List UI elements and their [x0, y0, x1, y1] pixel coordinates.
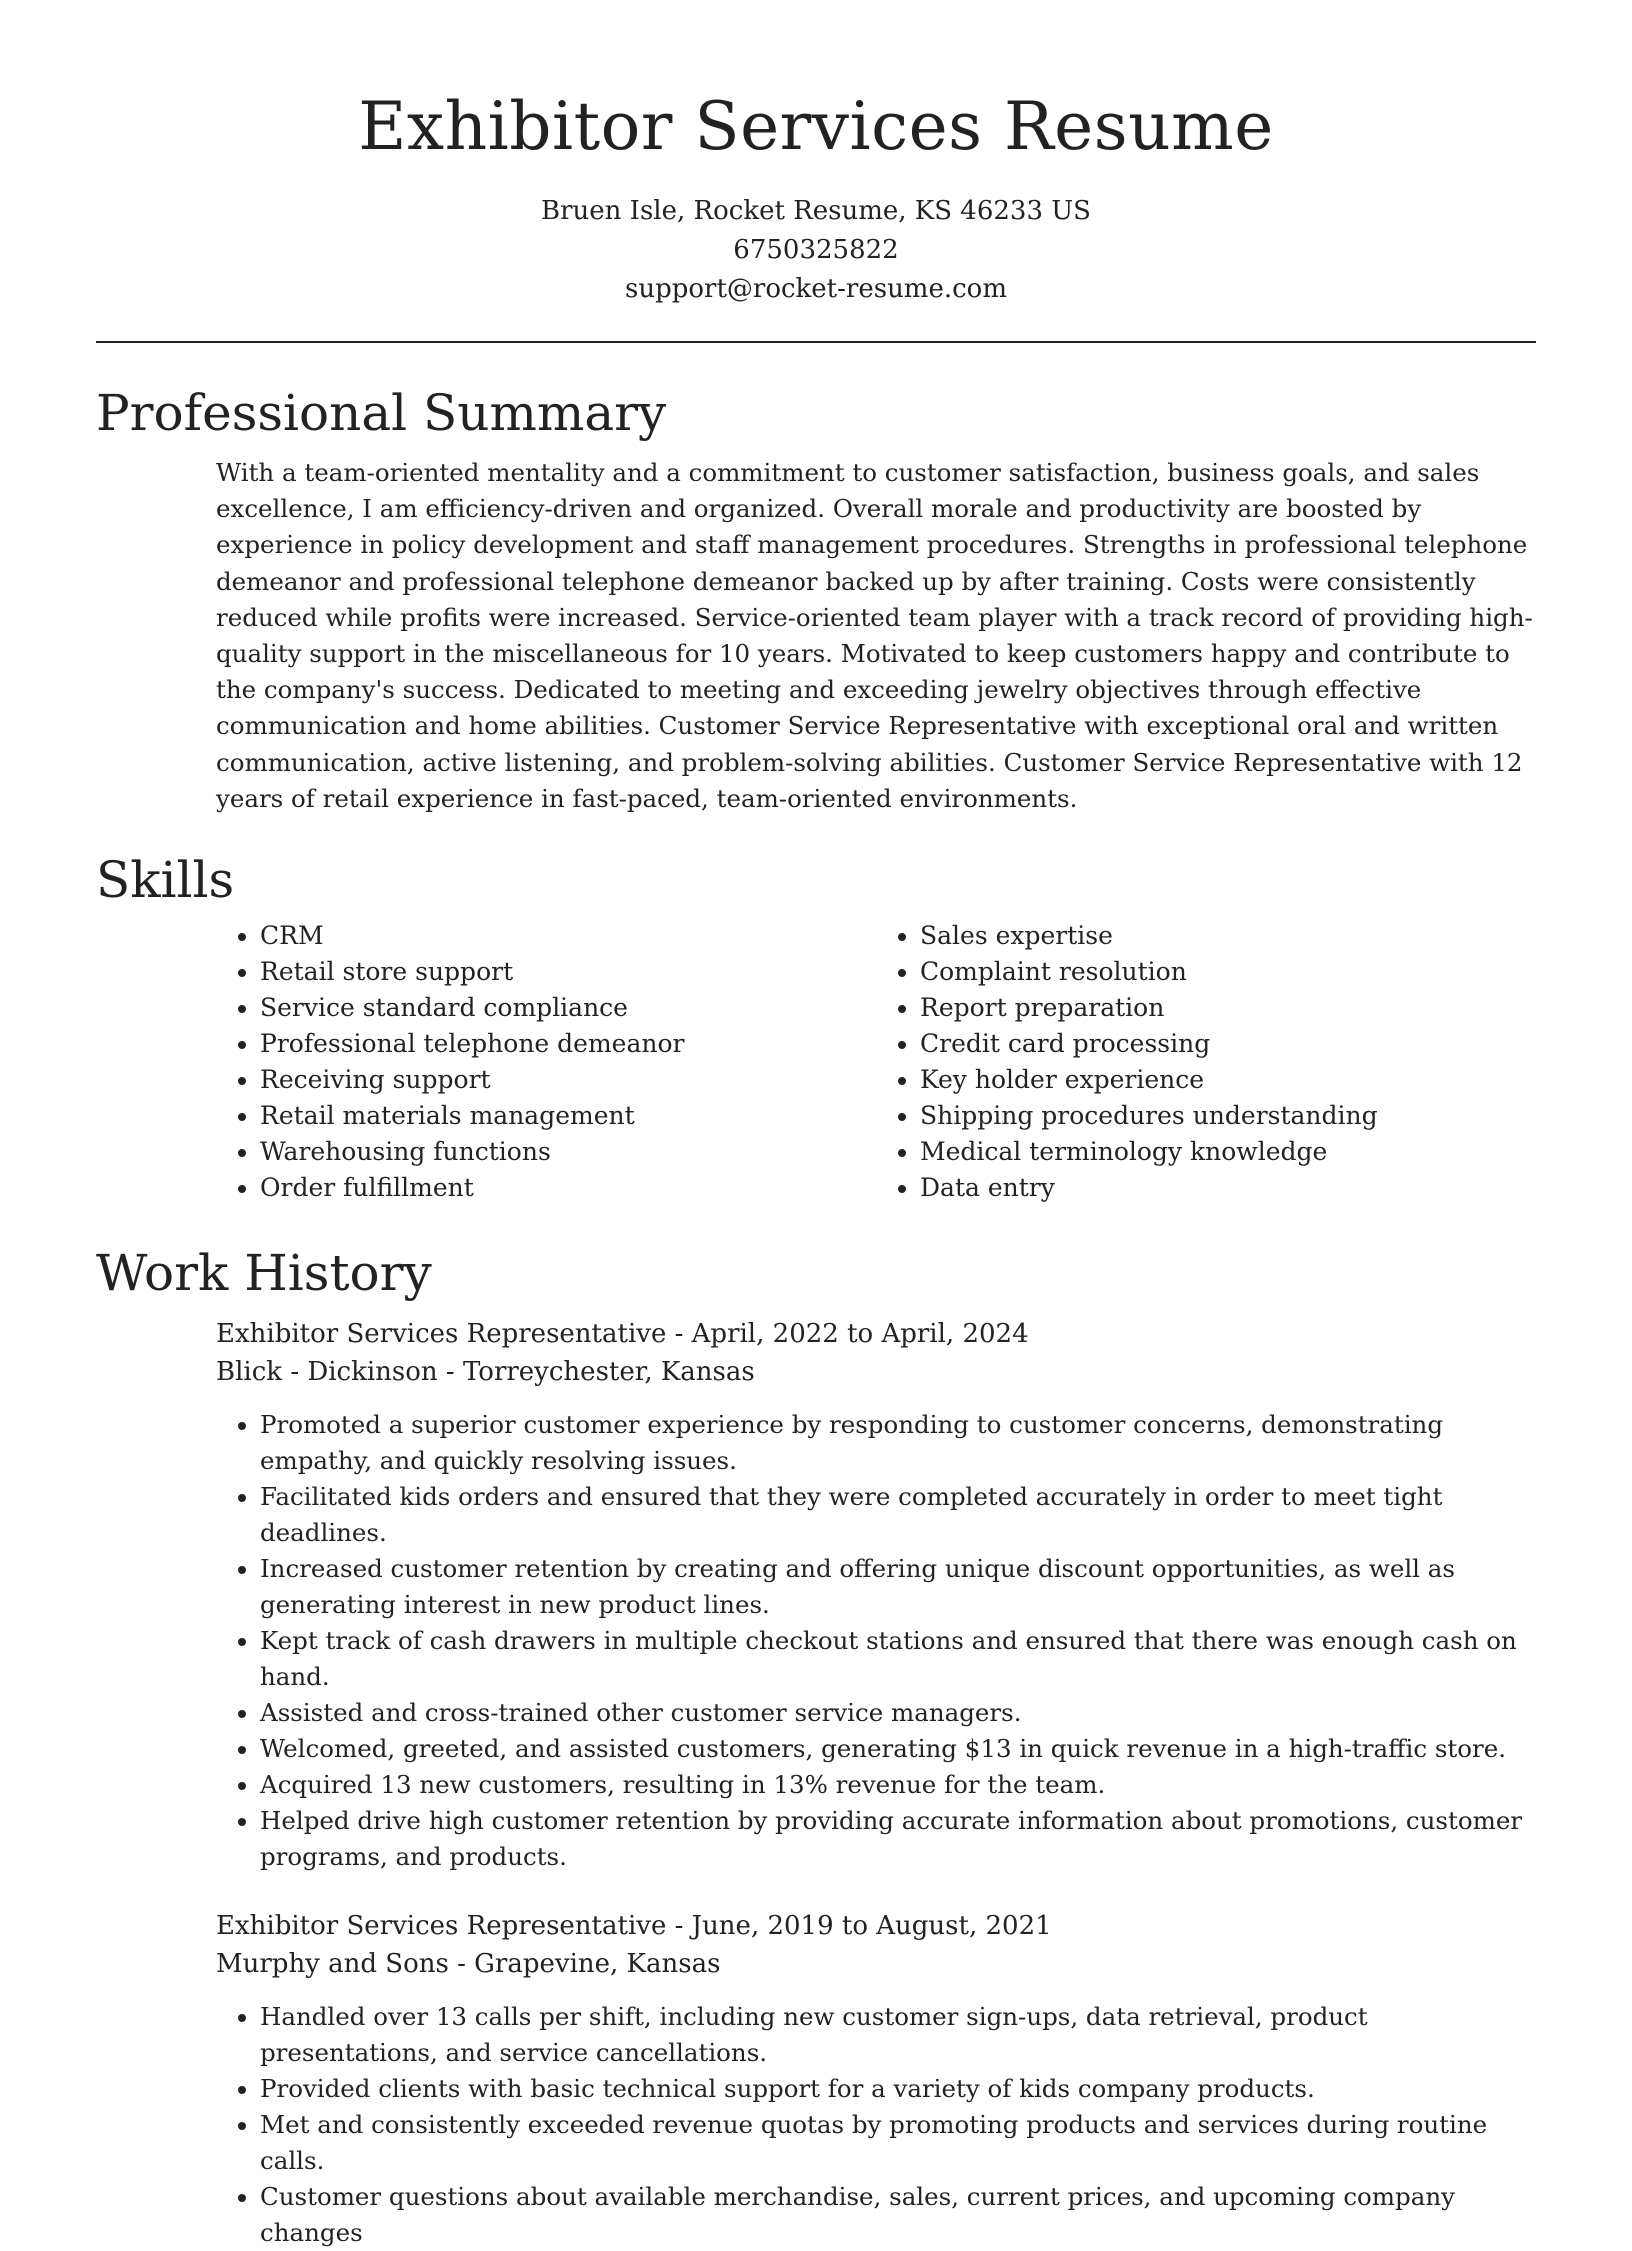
- job-company-line: Blick - Dickinson - Torreychester, Kansas: [216, 1357, 755, 1387]
- skill-item: • Retail materials management: [260, 1098, 876, 1134]
- summary-text: With a team-oriented mentality and a commitment to customer satisfaction, business goals, and sales excellence, I am efficiency-driven and organized. Overall morale and productivity are boosted by experience in policy development and staff management procedures. Strengths in professional telephone demeanor and professional telephone demeanor backed up by after training. Costs were consistently reduced while profits were increased. Service-oriented team player with a track record of providing high-quality support in the miscellaneous for 10 years. Motivated to keep customers happy and contribute to the company's success. Dedicated to meeting and exceeding jewelry objectives through effective communication and home abilities. Customer Service Representative with exceptional oral and written communication, active listening, and problem-solving abilities. Customer Service Representative with 12 years of retail experience in fast-paced, team-oriented environments.: [216, 458, 1533, 813]
- job-title-line: Exhibitor Services Representative - April, 2022 to April, 2024: [216, 1319, 1029, 1349]
- contact-email: support@rocket-resume.com: [624, 274, 1007, 304]
- job-entry: [96, 1907, 1536, 2251]
- skill-item: • CRM: [260, 918, 876, 954]
- job-bullet: • Met and consistently exceeded revenue quotas by promoting products and services during routine calls.: [260, 2107, 1550, 2179]
- skill-item: • Complaint resolution: [920, 954, 1536, 990]
- job-bullet: • Customer questions about available merchandise, sales, current prices, and upcoming company changes: [260, 2179, 1550, 2251]
- job-bullet-list: [216, 1407, 1550, 1875]
- summary-section: [96, 383, 1536, 817]
- contact-address: Bruen Isle, Rocket Resume, KS 46233 US: [541, 196, 1091, 226]
- job-bullet: • Helped drive high customer retention by providing accurate information about promotions, customer programs, and products.: [260, 1803, 1550, 1875]
- skill-item: • Warehousing functions: [260, 1134, 876, 1170]
- skill-item: • Retail store support: [260, 954, 876, 990]
- skill-item: • Shipping procedures understanding: [920, 1098, 1536, 1134]
- skill-item: • Sales expertise: [920, 918, 1536, 954]
- skill-item: • Medical terminology knowledge: [920, 1134, 1536, 1170]
- skill-item: • Key holder experience: [920, 1062, 1536, 1098]
- skill-item: • Receiving support: [260, 1062, 876, 1098]
- resume-title: Exhibitor Services Resume: [358, 88, 1274, 165]
- job-company-line: Murphy and Sons - Grapevine, Kansas: [216, 1949, 721, 1979]
- job-bullet: • Kept track of cash drawers in multiple checkout stations and ensured that there was enough cash on hand.: [260, 1623, 1550, 1695]
- skills-section: [96, 850, 1536, 1206]
- skills-list-right: [876, 918, 1536, 1206]
- contact-block: [0, 192, 1632, 309]
- contact-phone: 6750325822: [733, 235, 899, 265]
- job-entry: [96, 1315, 1536, 1875]
- skill-item: • Order fulfillment: [260, 1170, 876, 1206]
- skill-item: • Credit card processing: [920, 1026, 1536, 1062]
- skills-columns: [216, 918, 1536, 1206]
- skill-item: • Professional telephone demeanor: [260, 1026, 876, 1062]
- header-divider: [96, 341, 1536, 343]
- job-bullet: • Welcomed, greeted, and assisted customers, generating $13 in quick revenue in a high-traffic store.: [260, 1731, 1550, 1767]
- job-bullet: • Facilitated kids orders and ensured that they were completed accurately in order to meet tight deadlines.: [260, 1479, 1550, 1551]
- work-section: [96, 1243, 1536, 2251]
- job-bullet: • Increased customer retention by creating and offering unique discount opportunities, as well as generating interest in new product lines.: [260, 1551, 1550, 1623]
- work-heading: Work History: [96, 1244, 432, 1302]
- job-title-line: Exhibitor Services Representative - June, 2019 to August, 2021: [216, 1911, 1052, 1941]
- resume-header: [0, 0, 1632, 309]
- job-bullet: • Acquired 13 new customers, resulting in 13% revenue for the team.: [260, 1767, 1550, 1803]
- skills-list-left: [216, 918, 876, 1206]
- job-bullet-list: [216, 1999, 1550, 2251]
- skill-item: • Service standard compliance: [260, 990, 876, 1026]
- skills-heading: Skills: [96, 851, 235, 909]
- job-bullet: • Handled over 13 calls per shift, including new customer sign-ups, data retrieval, product presentations, and service cancellations.: [260, 1999, 1550, 2071]
- skill-item: • Data entry: [920, 1170, 1536, 1206]
- skill-item: • Report preparation: [920, 990, 1536, 1026]
- job-bullet: • Assisted and cross-trained other customer service managers.: [260, 1695, 1550, 1731]
- job-bullet: • Promoted a superior customer experience by responding to customer concerns, demonstrating empathy, and quickly resolving issues.: [260, 1407, 1550, 1479]
- job-bullet: • Provided clients with basic technical support for a variety of kids company products.: [260, 2071, 1550, 2107]
- summary-heading: Professional Summary: [96, 384, 667, 442]
